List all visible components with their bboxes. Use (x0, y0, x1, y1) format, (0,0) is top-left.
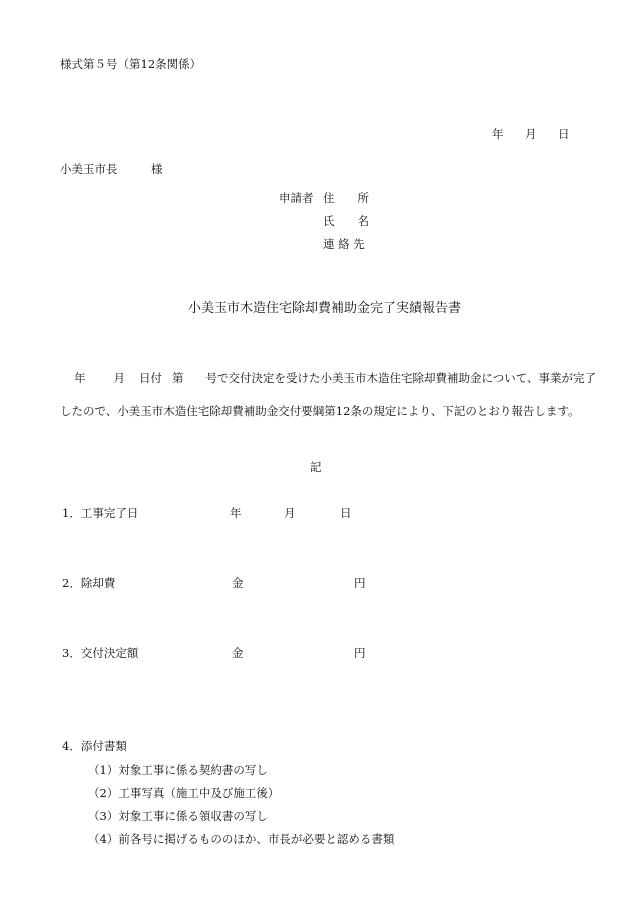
applicant-contact: 連 絡 先 (323, 237, 365, 251)
body-month: 月 (113, 371, 125, 385)
completion-month: 月 (284, 506, 296, 520)
form-number: 様式第５号（第12条関係） (60, 57, 202, 71)
body-line-1 (74, 372, 596, 386)
applicant-address: 住 所 (323, 191, 369, 205)
addressee-name: 小美玉市長 (60, 162, 118, 176)
date-day: 日 (558, 127, 570, 141)
applicant-name: 氏 名 (323, 214, 369, 228)
attachments-label: 4．添付書類 (62, 739, 127, 753)
body-line-2: したので、小美玉市木造住宅除却費補助金交付要綱第12条の規定により、下記のとおり報告します。 (60, 404, 580, 418)
document-title: 小美玉市木造住宅除却費補助金完了実績報告書 (188, 301, 462, 316)
body-no1: 第 (172, 371, 184, 385)
body-year: 年 (74, 371, 86, 385)
demolition-kin: 金 (232, 576, 244, 590)
body-no2: 号で交付決定を受けた小美玉市木造住宅除却費補助金について、事業が完了 (205, 371, 597, 385)
demolition-label: 2．除却費 (62, 576, 116, 590)
date-month: 月 (525, 127, 537, 141)
body-day: 日付 (139, 371, 162, 385)
applicant-label: 申請者 (279, 191, 314, 205)
completion-day: 日 (340, 506, 352, 520)
date-year: 年 (492, 127, 504, 141)
completion-label: 1．工事完了日 (62, 506, 139, 520)
decision-label: 3．交付決定額 (62, 646, 139, 660)
addressee-honorific: 様 (151, 162, 163, 176)
attachment-item: （1）対象工事に係る契約書の写し (88, 763, 268, 777)
demolition-en: 円 (354, 576, 366, 590)
ki-heading: 記 (310, 460, 322, 474)
decision-en: 円 (354, 646, 366, 660)
completion-year: 年 (230, 506, 242, 520)
attachment-item: （2）工事写真（施工中及び施工後） (88, 786, 280, 800)
decision-kin: 金 (232, 646, 244, 660)
attachment-item: （3）対象工事に係る領収書の写し (88, 809, 268, 823)
attachment-item: （4）前各号に掲げるもののほか、市長が必要と認める書類 (88, 832, 395, 846)
